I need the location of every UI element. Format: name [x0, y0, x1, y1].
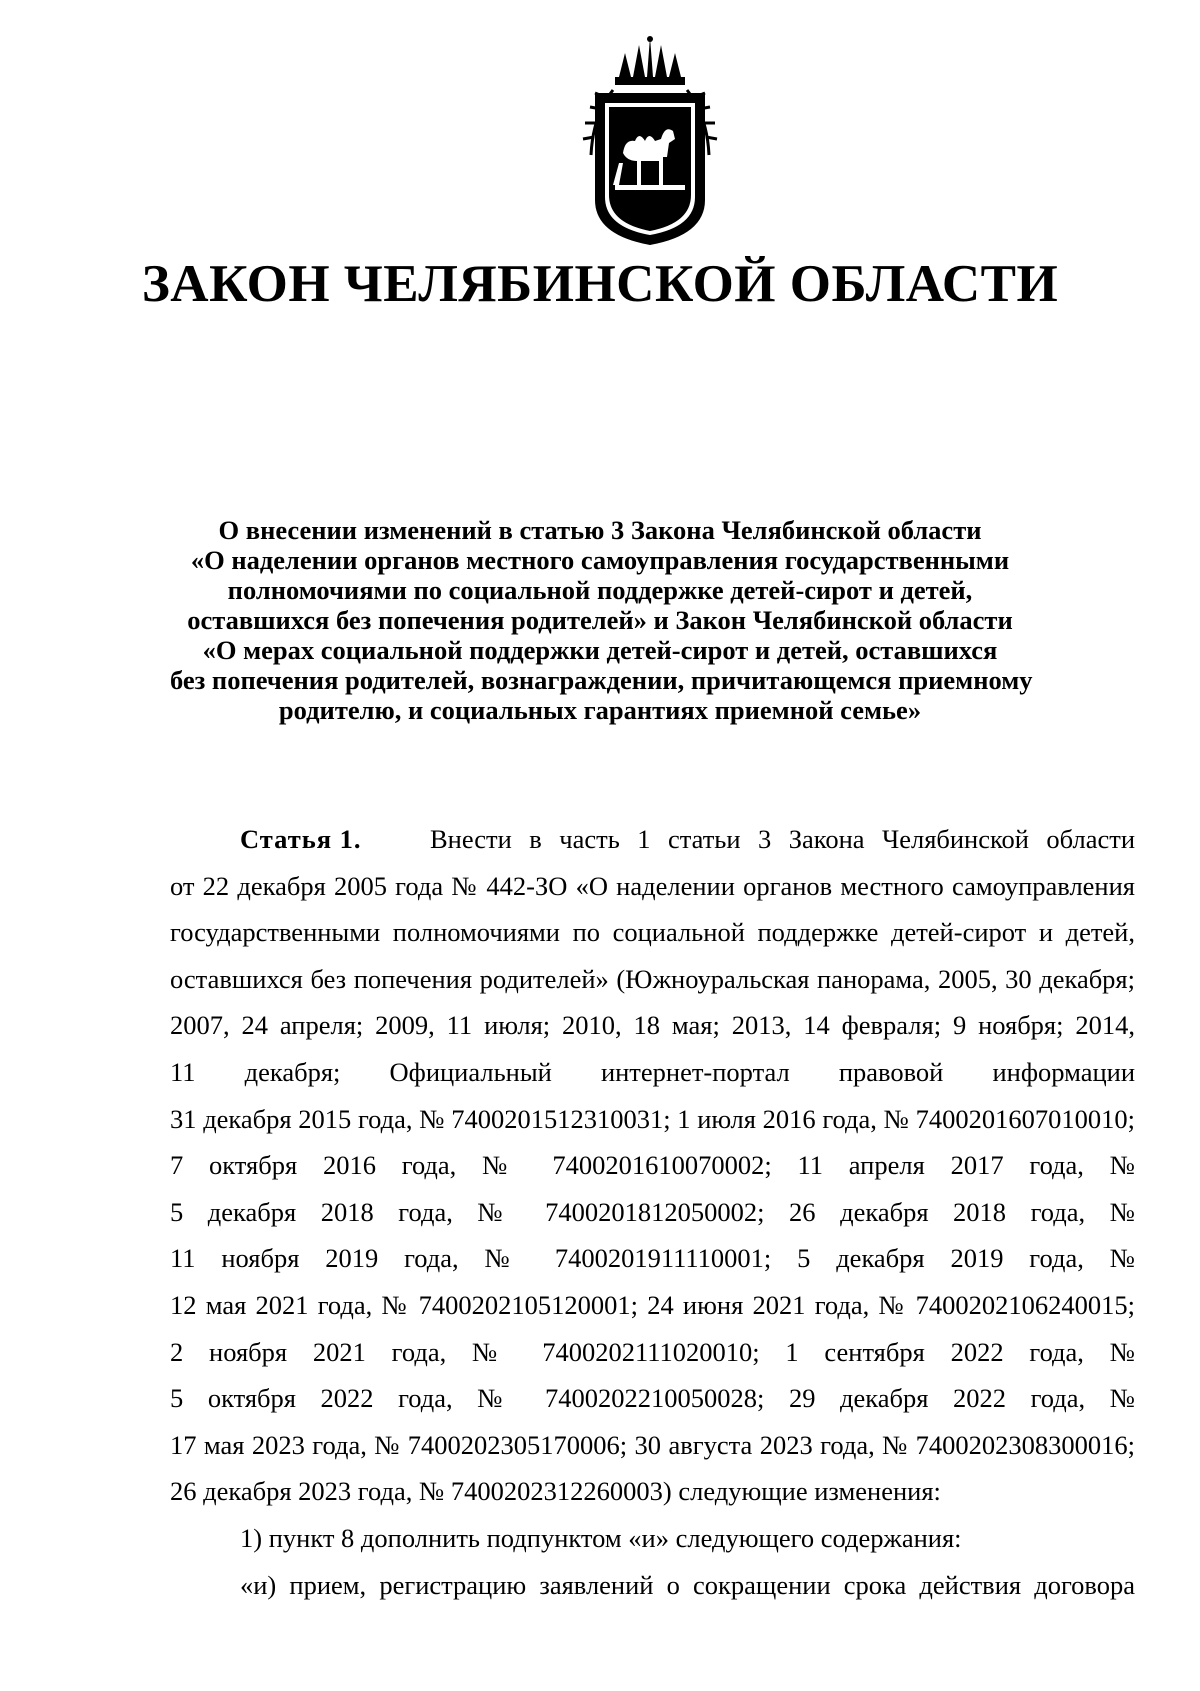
- article-body: [170, 816, 1135, 1608]
- article-line: 5 декабря 2018 года, № 7400201812050002; 26 декабря 2018 года, №: [170, 1196, 1135, 1227]
- subtitle-line: оставшихся без попечения родителей» и Закон Челябинской области: [187, 605, 1013, 635]
- article-line: оставшихся без попечения родителей» (Южноуральская панорама, 2005, 30 декабря;: [170, 963, 1135, 994]
- subtitle-line: полномочиями по социальной поддержке детей-сирот и детей,: [227, 575, 973, 605]
- point-1: 1) пункт 8 дополнить подпунктом «и» следующего содержания:: [240, 1522, 962, 1553]
- article-first-line: [170, 816, 1135, 863]
- law-subtitle: [170, 515, 1033, 725]
- subtitle-line: «О мерах социальной поддержки детей-сирот и детей, оставшихся: [202, 635, 998, 665]
- article-line: от 22 декабря 2005 года № 442-ЗО «О наделении органов местного самоуправления: [170, 870, 1135, 901]
- subtitle-line: без попечения родителей, вознаграждении, причитающемся приемному: [170, 665, 1033, 695]
- subtitle-line: родителю, и социальных гарантиях приемной семье»: [278, 695, 922, 725]
- article-line: 11 декабря; Официальный интернет-портал правовой информации: [170, 1056, 1135, 1087]
- article-line: 7 октября 2016 года, № 7400201610070002; 11 апреля 2017 года, №: [170, 1150, 1135, 1181]
- article-line: государственными полномочиями по социальной поддержке детей-сирот и детей,: [170, 917, 1135, 948]
- subtitle-line: «О наделении органов местного самоуправления государственными: [190, 545, 1010, 575]
- article-line: 12 мая 2021 года, № 7400202105120001; 24 июня 2021 года, № 7400202106240015;: [170, 1289, 1135, 1320]
- article-line: 2 ноября 2021 года, № 7400202111020010; 1 сентября 2022 года, №: [170, 1336, 1135, 1367]
- article-label: Статья 1.: [240, 824, 362, 854]
- subtitle-line: О внесении изменений в статью 3 Закона Челябинской области: [218, 515, 982, 545]
- subpoint-i: «и) прием, регистрацию заявлений о сокращении срока действия договора: [240, 1569, 1135, 1600]
- coat-of-arms-emblem: [575, 35, 725, 250]
- article-line: 31 декабря 2015 года, № 7400201512310031; 1 июля 2016 года, № 7400201607010010;: [170, 1103, 1135, 1134]
- article-line: 17 мая 2023 года, № 7400202305170006; 30 августа 2023 года, № 7400202308300016;: [170, 1429, 1135, 1460]
- article-last-line: 26 декабря 2023 года, № 7400202312260003) следующие изменения:: [170, 1476, 941, 1507]
- law-title: ЗАКОН ЧЕЛЯБИНСКОЙ ОБЛАСТИ: [141, 255, 1059, 313]
- article-line: 5 октября 2022 года, № 7400202210050028; 29 декабря 2022 года, №: [170, 1383, 1135, 1414]
- article-first-text: Внести в часть 1 статьи 3 Закона Челябинской области: [430, 824, 1135, 854]
- article-line: 11 ноября 2019 года, № 7400201911110001; 5 декабря 2019 года, №: [170, 1243, 1135, 1274]
- article-line: 2007, 24 апреля; 2009, 11 июля; 2010, 18 мая; 2013, 14 февраля; 9 ноября; 2014,: [170, 1010, 1135, 1041]
